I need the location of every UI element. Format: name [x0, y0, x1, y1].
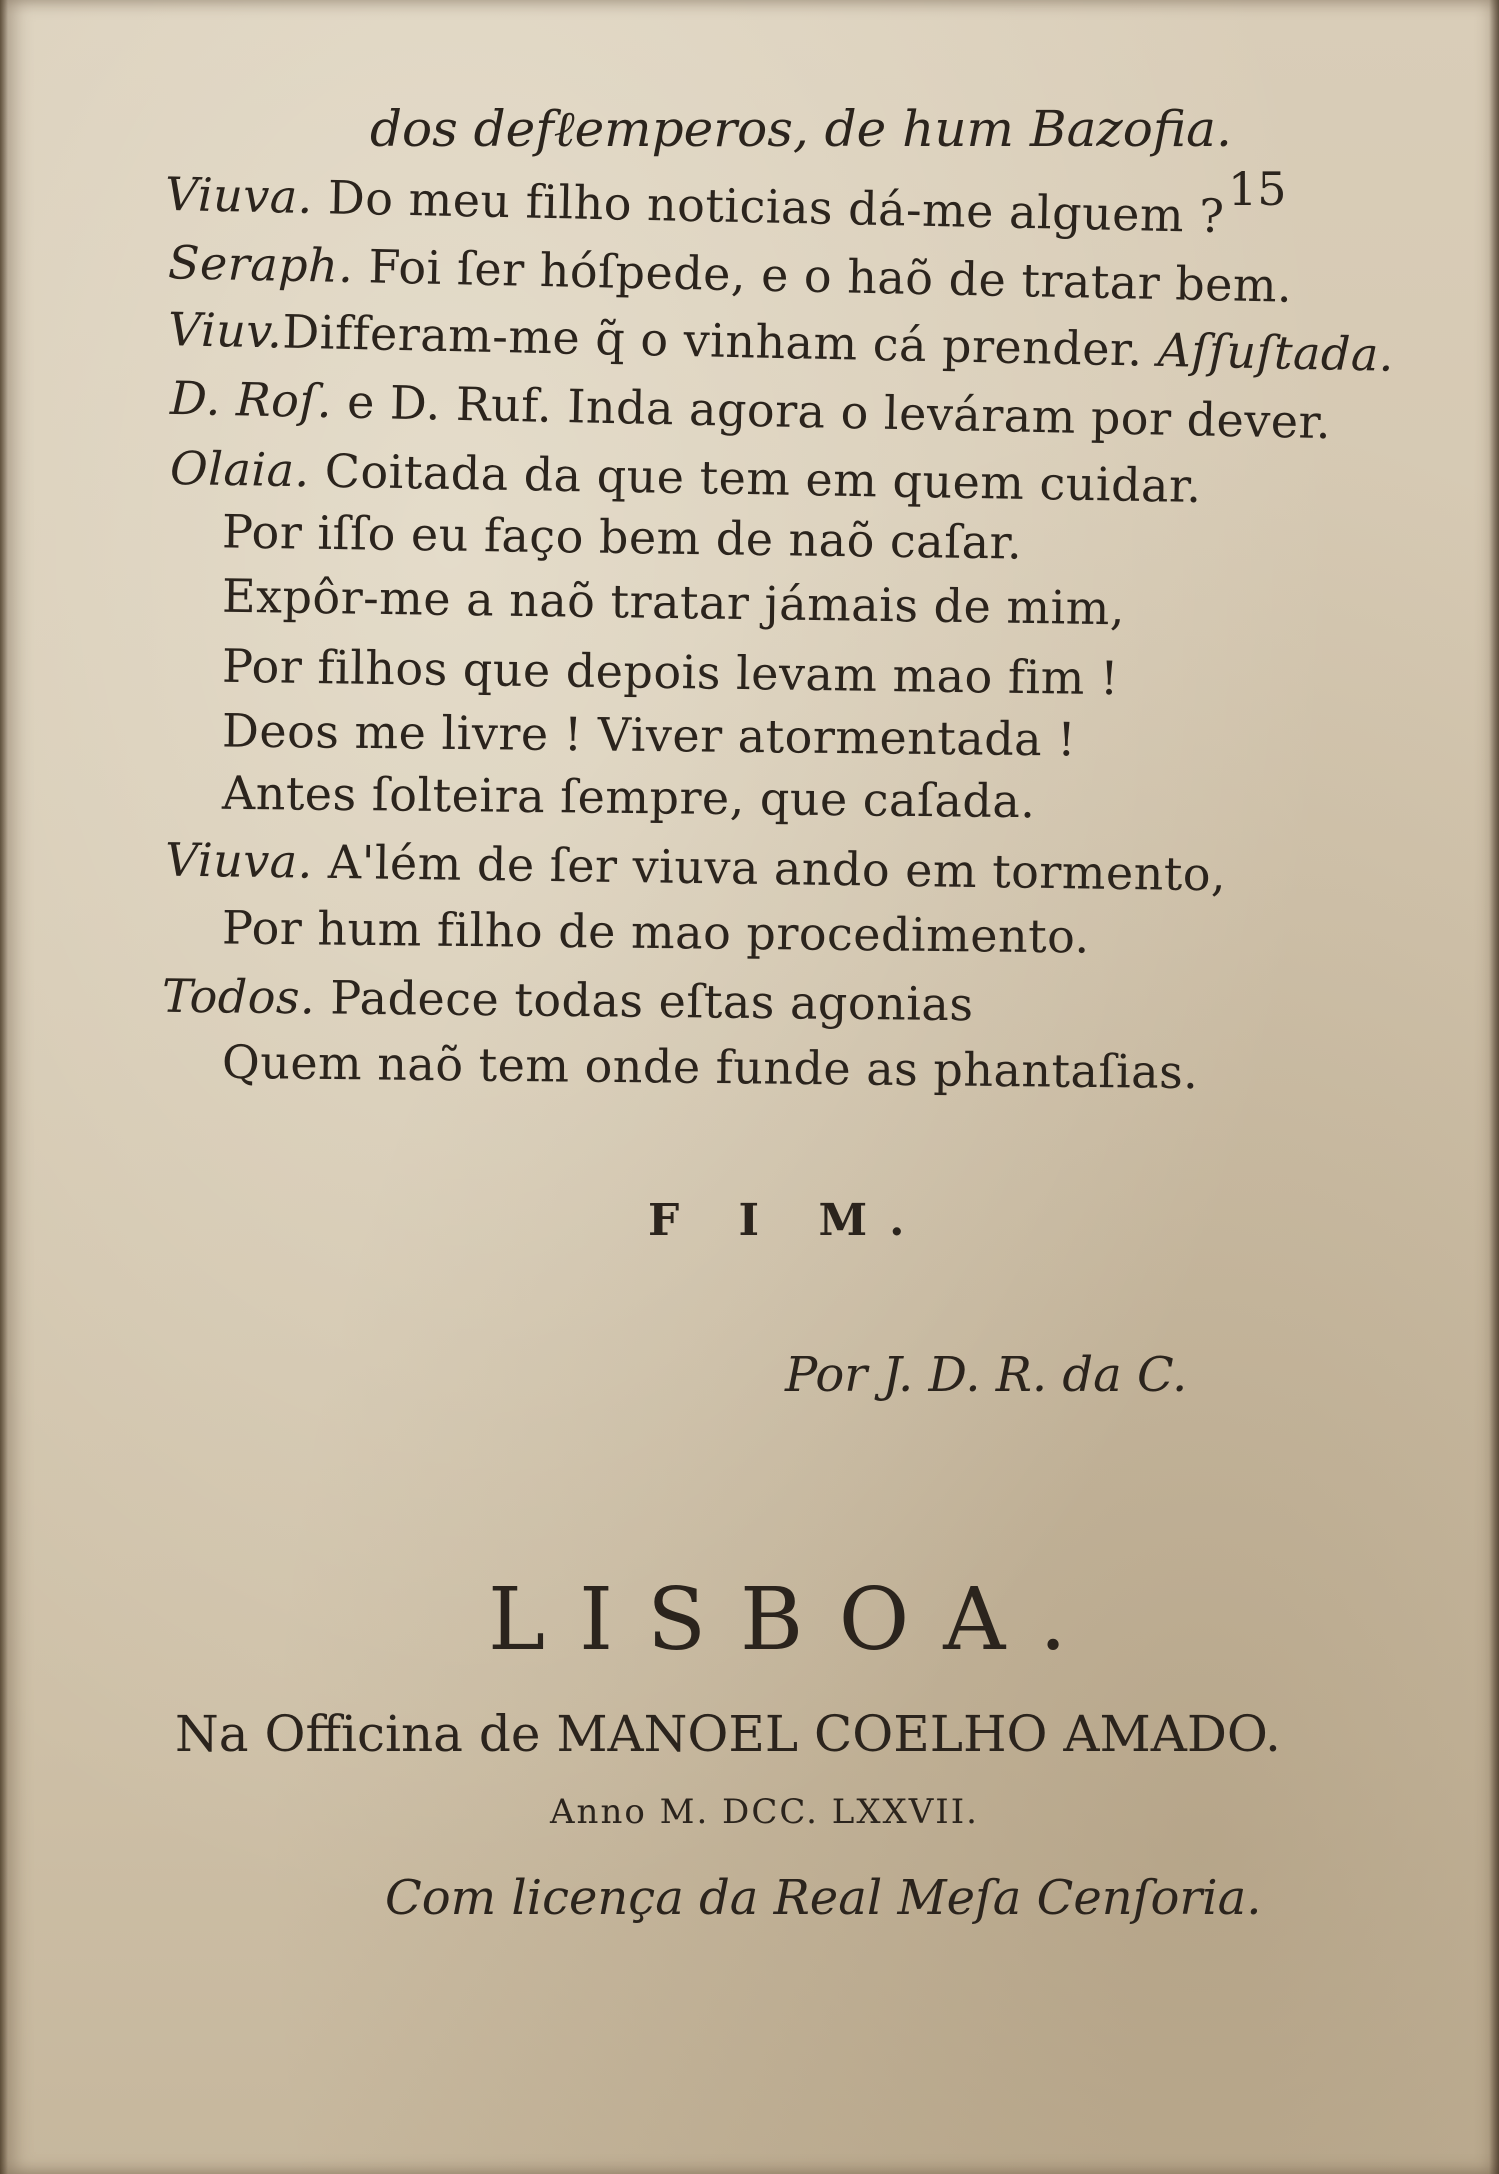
- imprint-license: Com licença da Real Meſa Cenſoria.: [385, 1870, 1262, 1926]
- line-text: Do meu filho noticias dá-me alguem ?: [312, 170, 1225, 244]
- speaker-name: Seraph.: [167, 235, 354, 294]
- line-text: Quem naõ tem onde funde as phantaſias.: [221, 1034, 1199, 1100]
- page-number: 15: [1228, 162, 1287, 216]
- imprint-press: Na Officina de MANOEL COELHO AMADO.: [175, 1705, 1281, 1763]
- line-text: Antes ſolteira ſempre, que caſada.: [221, 765, 1036, 829]
- line-text: Coitada da que tem em quem cuidar.: [309, 443, 1203, 513]
- dialogue-line: [222, 504, 1023, 569]
- dialogue-line: [168, 235, 1293, 313]
- line-text: Por hum filho de mao procedimento.: [221, 900, 1090, 964]
- dialogue-line: [165, 167, 1225, 243]
- dialogue-line: [222, 900, 1090, 963]
- dialogue-line: [222, 766, 1036, 829]
- line-text: Differam-me q̃ o vinham cá prender.: [281, 304, 1159, 377]
- dialogue-line: [168, 302, 1395, 382]
- line-text: e D. Ruf. Inda agora o leváram por dever.: [331, 374, 1332, 450]
- imprint-year: Anno M. DCC. LXXVII.: [550, 1792, 979, 1832]
- line-text: Padece todas eſtas agonias: [314, 970, 974, 1032]
- speaker-name: Todos.: [161, 968, 316, 1025]
- dialogue-line: [170, 441, 1202, 513]
- imprint-city: LISBOA.: [488, 1570, 1101, 1670]
- line-text: Por filhos que depois levam mao fim !: [221, 638, 1120, 706]
- dialogue-line: [222, 639, 1120, 706]
- speaker-name: Viuv.: [167, 302, 284, 359]
- author-attribution: Por J. D. R. da C.: [785, 1347, 1188, 1403]
- running-head: dos defℓemperos, de hum Bazofia.: [370, 100, 1232, 158]
- line-text: Expôr-me a naõ tratar jámais de mim,: [221, 568, 1126, 636]
- dialogue-line: [162, 969, 974, 1031]
- speaker-name: D. Roſ.: [169, 370, 333, 429]
- dialogue-line: [222, 1035, 1199, 1099]
- stage-direction: Aſſuſtada.: [1157, 322, 1395, 382]
- speaker-name: Olaia.: [169, 441, 311, 498]
- dialogue-line: [165, 833, 1227, 902]
- page-left-edge: [0, 0, 8, 2174]
- line-text: Deos me livre ! Viver atormentada !: [221, 703, 1077, 767]
- dialogue-line: [170, 371, 1332, 449]
- speaker-name: Viuva.: [164, 166, 314, 224]
- dialogue-line: [222, 569, 1126, 636]
- page-right-edge: [1489, 0, 1499, 2174]
- dialogue-line: [222, 704, 1077, 767]
- line-text: A'lém de ſer viuva ando em tormento,: [312, 834, 1227, 902]
- line-text: Por iſſo eu faço bem de naõ caſar.: [221, 504, 1023, 570]
- line-text: Foi ſer hóſpede, e o haõ de tratar bem.: [352, 239, 1293, 313]
- fim-heading: F I M.: [648, 1195, 927, 1246]
- speaker-name: Viuva.: [164, 832, 314, 889]
